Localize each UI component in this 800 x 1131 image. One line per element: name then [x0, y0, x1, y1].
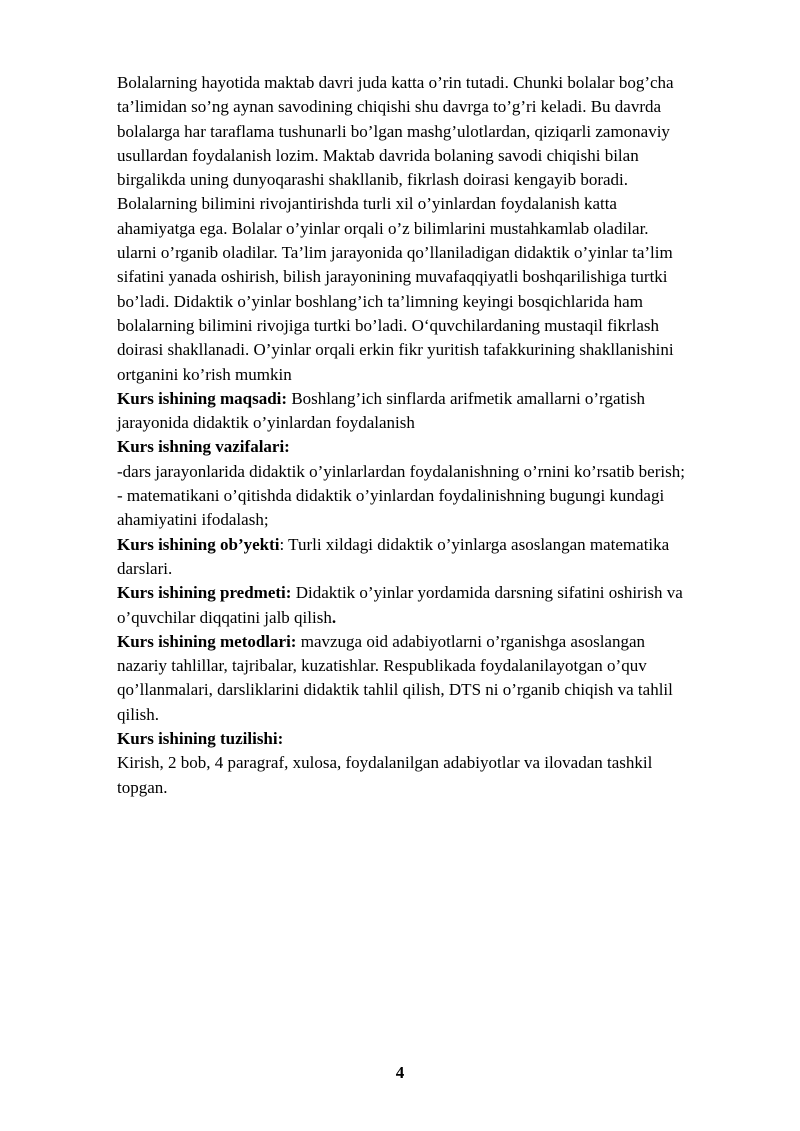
- predmet-label: Kurs ishining predmeti:: [117, 583, 292, 603]
- obyekt-section: [117, 533, 757, 582]
- obyekt-label: Kurs ishining ob’yekti: [117, 534, 280, 554]
- tuzilish-section: [117, 727, 757, 800]
- intro-line: usullardan foydalanish lozim. Maktab davrida bolaning savodi chiqishi bilan: [117, 145, 639, 165]
- intro-line: bolalarga har taraflama tushunarli bo’lgan mashg’ulotlardan, qiziqarli zamonaviy: [117, 121, 670, 141]
- obyekt-text-cont: darslari.: [117, 558, 173, 578]
- vazifalar-line: - matematikani o’qitishda didaktik o’yinlardan foydalinishning bugungi kundagi: [117, 486, 665, 506]
- predmet-text: Didaktik o’yinlar yordamida darsning sifatini oshirish va: [291, 583, 683, 603]
- metodlar-line: qilish.: [117, 704, 160, 724]
- intro-line: ta’limidan so’ng aynan savodining chiqishi shu davrga to’g’ri keladi. Bu davrda: [117, 97, 662, 117]
- obyekt-text: : Turli xildagi didaktik o’yinlarga asoslangan matematika: [279, 534, 670, 554]
- intro-line: Bolalarning bilimini rivojantirishda turli xil o’yinlardan foydalanish katta: [117, 194, 617, 214]
- intro-line: birgalikda uning dunyoqarashi shakllanib, fikrlash doirasi kengayib boradi.: [117, 170, 628, 190]
- vazifalar-section: [117, 435, 757, 532]
- metodlar-line: nazariy tahlillar, tajribalar, kuzatishlar. Respublikada foydalanilayotgan o’quv: [117, 656, 647, 676]
- metodlar-text: mavzuga oid adabiyotlarni o’rganishga asoslangan: [296, 631, 646, 651]
- maqsad-section: [117, 387, 757, 436]
- intro-line: ortganini ko’rish mumkin: [117, 364, 292, 384]
- intro-paragraph: [117, 71, 757, 387]
- intro-line: bolalarning bilimini rivojiga turtki bo’ladi. O‘quvchilardaning mustaqil fikrlash: [117, 315, 660, 335]
- tuzilish-line: topgan.: [117, 777, 168, 797]
- metodlar-section: [117, 630, 757, 727]
- page-number: 4: [395, 1063, 405, 1082]
- intro-line: Bolalarning hayotida maktab davri juda katta o’rin tutadi. Chunki bolalar bog’cha: [117, 73, 674, 92]
- maqsad-text-cont: jarayonida didaktik o’yinlardan foydalanish: [117, 413, 415, 433]
- tuzilish-label: Kurs ishining tuzilishi:: [117, 729, 284, 749]
- intro-line: ahamiyatga ega. Bolalar o’yinlar orqali o’z bilimlarini mustahkamlab oladilar.: [117, 218, 649, 238]
- page-body: [117, 71, 757, 800]
- vazifalar-label: Kurs ishning vazifalari:: [117, 437, 290, 457]
- vazifalar-line: ahamiyatini ifodalash;: [117, 510, 269, 530]
- metodlar-label: Kurs ishining metodlari:: [117, 631, 297, 651]
- vazifalar-line: -dars jarayonlarida didaktik o’yinlarlardan foydalanishning o’rnini ko’rsatib berish;: [117, 461, 685, 481]
- predmet-end-period: .: [331, 607, 337, 627]
- tuzilish-line: Kirish, 2 bob, 4 paragraf, xulosa, foydalanilgan adabiyotlar va ilovadan tashkil: [117, 753, 653, 773]
- maqsad-label: Kurs ishining maqsadi:: [117, 388, 288, 408]
- predmet-section: [117, 581, 757, 630]
- intro-line: ularni o’rganib oladilar. Ta’lim jarayonida qo’llaniladigan didaktik o’yinlar ta’lim: [117, 243, 673, 263]
- intro-line: bo’ladi. Didaktik o’yinlar boshlang’ich ta’limning keyingi bosqichlarida ham: [117, 291, 643, 311]
- maqsad-text: Boshlang’ich sinflarda arifmetik amallarni o’rgatish: [287, 388, 646, 408]
- intro-line: doirasi shakllanadi. O’yinlar orqali erkin fikr yuritish tafakkurining shakllanishini: [117, 340, 674, 360]
- metodlar-line: qo’llanmalari, darsliklarini didaktik tahlil qilish, DTS ni o’rganib chiqish va tahlil: [117, 680, 673, 700]
- predmet-text-cont: o’quvchilar diqqatini jalb qilish: [117, 607, 332, 627]
- intro-line: sifatini yanada oshirish, bilish jarayonining muvafaqqiyatli boshqarilishiga turtki: [117, 267, 668, 287]
